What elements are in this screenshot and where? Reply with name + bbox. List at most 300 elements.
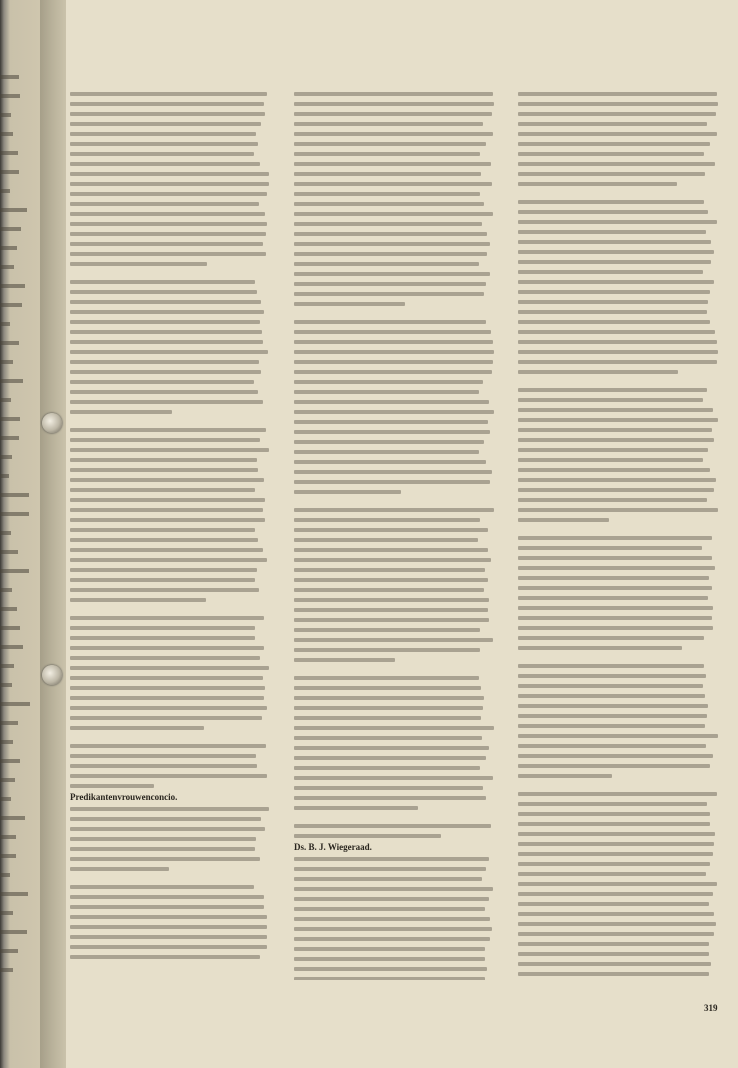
- previous-page-fragment: [0, 921, 40, 934]
- text-line: [70, 288, 270, 296]
- text-line: [518, 150, 718, 158]
- previous-page-fragment: [0, 294, 40, 307]
- previous-page-fragment: [0, 427, 40, 440]
- text-line: [294, 140, 494, 148]
- text-line: [294, 280, 494, 288]
- text-line: [518, 506, 718, 514]
- previous-page-fragment: [0, 161, 40, 174]
- text-line: [518, 840, 718, 848]
- text-line: [294, 714, 494, 722]
- text-line: [518, 496, 718, 504]
- previous-page-fragment: [0, 617, 40, 630]
- text-line: [518, 358, 718, 366]
- previous-page-fragment: [0, 959, 40, 972]
- text-line: [294, 418, 494, 426]
- text-line: [294, 945, 494, 953]
- text-line: [294, 744, 494, 752]
- previous-page-fragment: [0, 864, 40, 877]
- text-line: [518, 644, 718, 652]
- text-line: [70, 704, 270, 712]
- text-line: [518, 544, 718, 552]
- text-line: [518, 120, 718, 128]
- text-line: [294, 328, 494, 336]
- text-line: [518, 594, 718, 602]
- text-line: [294, 536, 494, 544]
- text-line: [518, 712, 718, 720]
- text-line: [70, 516, 270, 524]
- text-line: [518, 328, 718, 336]
- text-line: [70, 230, 270, 238]
- text-line: [70, 596, 270, 604]
- text-line: [518, 308, 718, 316]
- text-line: [294, 488, 494, 496]
- text-line: [70, 200, 270, 208]
- previous-page-fragment: [0, 370, 40, 383]
- text-line: [70, 913, 270, 921]
- previous-page-fragment: [0, 598, 40, 611]
- text-line: [70, 953, 270, 961]
- text-line: [70, 408, 270, 416]
- text-line: [70, 556, 270, 564]
- text-line: [70, 120, 270, 128]
- text-line: [518, 100, 718, 108]
- text-line: [294, 754, 494, 762]
- text-line: [70, 742, 270, 750]
- text-line: [518, 278, 718, 286]
- text-line: [518, 180, 718, 188]
- text-line: [70, 348, 270, 356]
- text-line: [294, 764, 494, 772]
- text-line: [518, 258, 718, 266]
- text-line: [518, 752, 718, 760]
- text-line: [294, 506, 494, 514]
- text-line: [518, 386, 718, 394]
- text-line: [294, 378, 494, 386]
- text-line: [70, 566, 270, 574]
- text-line: [294, 556, 494, 564]
- text-line: [518, 248, 718, 256]
- text-line: [70, 476, 270, 484]
- text-line: [294, 190, 494, 198]
- text-line: [518, 880, 718, 888]
- text-line: [70, 446, 270, 454]
- text-line: [518, 890, 718, 898]
- text-line: [518, 466, 718, 474]
- text-line: [518, 406, 718, 414]
- text-line: [70, 883, 270, 891]
- previous-page-fragment: [0, 484, 40, 497]
- text-line: [70, 180, 270, 188]
- text-line: [70, 456, 270, 464]
- text-line: [294, 774, 494, 782]
- text-line: [518, 722, 718, 730]
- text-line: [70, 762, 270, 770]
- text-line: [294, 586, 494, 594]
- text-line: [518, 772, 718, 780]
- text-line: [518, 416, 718, 424]
- previous-page-fragment: [0, 180, 40, 193]
- text-line: [294, 130, 494, 138]
- text-line: [294, 120, 494, 128]
- text-line: [70, 240, 270, 248]
- previous-page-fragment: [0, 940, 40, 953]
- text-line: [294, 832, 494, 840]
- text-line: [70, 190, 270, 198]
- text-line: [294, 895, 494, 903]
- text-line: [518, 604, 718, 612]
- text-line: [294, 794, 494, 802]
- text-line: [518, 298, 718, 306]
- text-line: [518, 238, 718, 246]
- text-line: [294, 150, 494, 158]
- previous-page-fragment: [0, 750, 40, 763]
- text-line: [294, 626, 494, 634]
- text-line: [294, 398, 494, 406]
- page-gutter: [40, 0, 68, 1068]
- text-line: [518, 800, 718, 808]
- text-line: [294, 180, 494, 188]
- previous-page-fragment: [0, 560, 40, 573]
- text-line: [294, 240, 494, 248]
- text-line: [70, 943, 270, 951]
- text-line: [294, 606, 494, 614]
- text-line: [70, 634, 270, 642]
- text-line: [294, 875, 494, 883]
- text-line: [70, 546, 270, 554]
- text-line: [518, 950, 718, 958]
- text-line: [518, 218, 718, 226]
- text-line: [518, 870, 718, 878]
- text-line: [294, 865, 494, 873]
- text-line: [518, 268, 718, 276]
- text-line: [70, 526, 270, 534]
- text-line: [294, 100, 494, 108]
- previous-page-fragment: [0, 845, 40, 858]
- previous-page-fragment: [0, 85, 40, 98]
- text-line: [518, 742, 718, 750]
- text-line: [70, 398, 270, 406]
- text-line: [70, 466, 270, 474]
- text-line: [518, 900, 718, 908]
- text-line: [294, 576, 494, 584]
- text-line: [294, 822, 494, 830]
- text-line: [70, 496, 270, 504]
- text-line: [518, 850, 718, 858]
- text-line: [70, 426, 270, 434]
- text-line: [294, 220, 494, 228]
- text-line: [518, 574, 718, 582]
- text-line: [70, 684, 270, 692]
- previous-page-fragment: [0, 123, 40, 136]
- text-line: [518, 564, 718, 572]
- previous-page-fragment: [0, 826, 40, 839]
- text-line: [294, 428, 494, 436]
- text-line: [518, 762, 718, 770]
- text-line: [294, 368, 494, 376]
- text-line: [70, 845, 270, 853]
- previous-page-fragment: [0, 66, 40, 79]
- text-line: [294, 915, 494, 923]
- text-line: [294, 516, 494, 524]
- text-line: [294, 260, 494, 268]
- text-line: [70, 150, 270, 158]
- section-heading: Ds. B. J. Wiegeraad.: [294, 842, 372, 852]
- previous-page-fragment: [0, 446, 40, 459]
- text-line: [294, 250, 494, 258]
- text-line: [294, 210, 494, 218]
- text-line: [518, 208, 718, 216]
- text-line: [70, 506, 270, 514]
- text-line: [70, 654, 270, 662]
- text-line: [294, 358, 494, 366]
- text-line: [294, 478, 494, 486]
- text-line: [518, 436, 718, 444]
- text-line: [518, 970, 718, 978]
- text-column-2: [294, 90, 494, 980]
- text-line: [294, 200, 494, 208]
- text-line: [294, 684, 494, 692]
- text-line: [70, 100, 270, 108]
- section-heading: Predikantenvrouwenconcio.: [70, 792, 178, 802]
- text-line: [518, 940, 718, 948]
- previous-page-fragment: [0, 313, 40, 326]
- text-line: [294, 636, 494, 644]
- text-line: [70, 674, 270, 682]
- text-line: [294, 526, 494, 534]
- text-line: [294, 694, 494, 702]
- text-line: [518, 534, 718, 542]
- previous-page-fragment: [0, 902, 40, 915]
- text-line: [70, 805, 270, 813]
- text-line: [518, 476, 718, 484]
- text-line: [518, 692, 718, 700]
- text-line: [70, 378, 270, 386]
- previous-page-fragment: [0, 465, 40, 478]
- text-line: [70, 586, 270, 594]
- text-line: [294, 348, 494, 356]
- text-line: [518, 456, 718, 464]
- text-line: [518, 634, 718, 642]
- text-line: [294, 438, 494, 446]
- previous-page-fragment: [0, 541, 40, 554]
- text-line: [518, 228, 718, 236]
- text-line: [518, 170, 718, 178]
- previous-page-fragment: [0, 199, 40, 212]
- text-line: [518, 486, 718, 494]
- text-line: [518, 396, 718, 404]
- punch-hole: [42, 413, 62, 433]
- punch-hole: [42, 665, 62, 685]
- text-line: [294, 925, 494, 933]
- text-line: [518, 624, 718, 632]
- text-line: [518, 682, 718, 690]
- previous-page-fragment: [0, 237, 40, 250]
- text-line: [518, 732, 718, 740]
- text-line: [518, 130, 718, 138]
- text-line: [70, 130, 270, 138]
- text-line: [294, 90, 494, 98]
- text-line: [518, 810, 718, 818]
- text-line: [294, 935, 494, 943]
- previous-page-fragment: [0, 142, 40, 155]
- text-line: [70, 772, 270, 780]
- text-line: [294, 300, 494, 308]
- previous-page-fragment: [0, 104, 40, 117]
- text-line: [518, 860, 718, 868]
- text-line: [70, 933, 270, 941]
- text-line: [294, 704, 494, 712]
- text-line: [70, 664, 270, 672]
- text-line: [518, 318, 718, 326]
- text-line: [294, 804, 494, 812]
- text-line: [70, 825, 270, 833]
- text-line: [518, 920, 718, 928]
- text-line: [70, 694, 270, 702]
- text-line: [294, 885, 494, 893]
- previous-page-fragment: [0, 503, 40, 516]
- text-line: [518, 90, 718, 98]
- text-line: [70, 110, 270, 118]
- text-line: [518, 160, 718, 168]
- text-line: [518, 140, 718, 148]
- text-column-1: [70, 90, 270, 980]
- text-line: [70, 614, 270, 622]
- text-line: [70, 855, 270, 863]
- text-line: [70, 782, 270, 790]
- previous-page-fragment: [0, 408, 40, 421]
- text-line: [70, 624, 270, 632]
- text-line: [294, 616, 494, 624]
- text-line: [518, 960, 718, 968]
- newspaper-page: [66, 0, 738, 1068]
- text-line: [518, 426, 718, 434]
- previous-page-fragment: [0, 389, 40, 402]
- text-line: [70, 893, 270, 901]
- previous-page-fragment: [0, 712, 40, 725]
- previous-page-fragment: [0, 218, 40, 231]
- text-line: [294, 855, 494, 863]
- text-line: [70, 250, 270, 258]
- text-line: [518, 910, 718, 918]
- text-line: [518, 584, 718, 592]
- text-line: [70, 358, 270, 366]
- text-line: [294, 646, 494, 654]
- text-line: [70, 140, 270, 148]
- text-line: [70, 328, 270, 336]
- text-line: [518, 288, 718, 296]
- text-line: [294, 408, 494, 416]
- text-line: [70, 752, 270, 760]
- previous-page-fragment: [0, 807, 40, 820]
- text-line: [70, 644, 270, 652]
- page-number: 319: [704, 1003, 718, 1013]
- text-line: [518, 790, 718, 798]
- text-line: [294, 290, 494, 298]
- text-line: [518, 348, 718, 356]
- text-line: [294, 546, 494, 554]
- text-line: [70, 160, 270, 168]
- text-line: [294, 230, 494, 238]
- text-line: [70, 298, 270, 306]
- previous-page-fragment: [0, 693, 40, 706]
- previous-page-fragment: [0, 579, 40, 592]
- previous-page-fragment: [0, 256, 40, 269]
- previous-page-fragment: [0, 788, 40, 801]
- text-line: [294, 468, 494, 476]
- text-line: [70, 260, 270, 268]
- text-line: [294, 338, 494, 346]
- text-line: [70, 388, 270, 396]
- previous-page-fragment: [0, 883, 40, 896]
- text-line: [70, 170, 270, 178]
- previous-page-fragment: [0, 655, 40, 668]
- text-line: [294, 388, 494, 396]
- previous-page-fragment: [0, 332, 40, 345]
- text-line: [294, 448, 494, 456]
- text-line: [70, 923, 270, 931]
- text-line: [518, 662, 718, 670]
- text-line: [70, 815, 270, 823]
- text-line: [294, 784, 494, 792]
- text-line: [70, 865, 270, 873]
- previous-page-fragment: [0, 522, 40, 535]
- text-line: [294, 955, 494, 963]
- text-line: [518, 516, 718, 524]
- text-line: [294, 318, 494, 326]
- text-line: [294, 656, 494, 664]
- text-line: [294, 566, 494, 574]
- text-line: [518, 198, 718, 206]
- text-line: [70, 278, 270, 286]
- text-line: [70, 318, 270, 326]
- previous-page-fragment: [0, 275, 40, 288]
- text-line: [294, 724, 494, 732]
- text-line: [294, 458, 494, 466]
- text-line: [294, 905, 494, 913]
- text-line: [70, 903, 270, 911]
- previous-page-edge: [0, 60, 40, 1068]
- previous-page-fragment: [0, 731, 40, 744]
- text-line: [518, 820, 718, 828]
- text-line: [70, 90, 270, 98]
- text-line: [70, 536, 270, 544]
- text-line: [294, 270, 494, 278]
- previous-page-fragment: [0, 769, 40, 782]
- text-line: [294, 965, 494, 973]
- text-line: [518, 554, 718, 562]
- text-column-3: [518, 90, 718, 980]
- text-line: [518, 702, 718, 710]
- text-line: [294, 170, 494, 178]
- text-line: [294, 596, 494, 604]
- text-line: [70, 220, 270, 228]
- text-line: [294, 110, 494, 118]
- text-line: [294, 160, 494, 168]
- text-line: [518, 930, 718, 938]
- text-line: [70, 308, 270, 316]
- text-line: [70, 835, 270, 843]
- text-line: [70, 368, 270, 376]
- text-line: [518, 368, 718, 376]
- text-line: [294, 734, 494, 742]
- previous-page-fragment: [0, 636, 40, 649]
- text-line: [294, 975, 494, 980]
- text-line: [70, 210, 270, 218]
- text-line: [518, 110, 718, 118]
- text-line: [70, 338, 270, 346]
- text-line: [518, 446, 718, 454]
- text-line: [70, 724, 270, 732]
